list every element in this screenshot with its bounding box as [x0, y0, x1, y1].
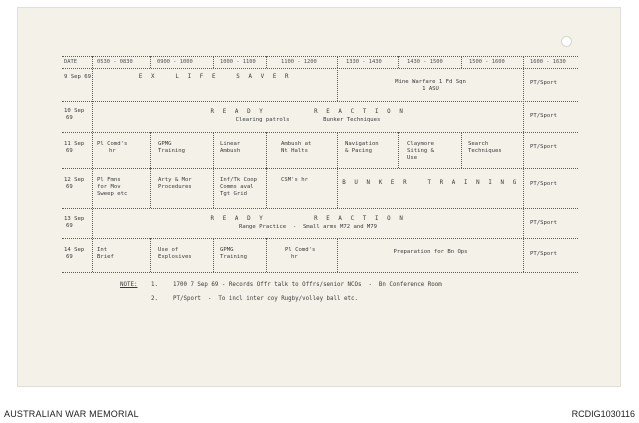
- cell-text: GPMG: [158, 141, 172, 147]
- header-time: 0530 - 0830: [97, 59, 133, 65]
- cell-text: Techniques: [468, 148, 502, 154]
- cell-divider: [150, 238, 151, 272]
- header-divider: [213, 56, 214, 68]
- cell-text: Mine Warfare 1 Fd Sqn: [395, 79, 466, 85]
- header-rule: [62, 68, 578, 69]
- row-date: 11 Sep: [64, 141, 85, 147]
- cell-text: Tgt Grid: [220, 191, 247, 197]
- row-date: 69: [66, 184, 73, 190]
- header-divider: [337, 56, 338, 68]
- header-time: 0900 - 1000: [157, 59, 193, 65]
- header-date: DATE: [64, 59, 77, 65]
- row-rule: [62, 132, 578, 133]
- header-time: 1330 - 1430: [346, 59, 382, 65]
- header-time: 1600 - 1630: [530, 59, 566, 65]
- cell-divider: [150, 168, 151, 208]
- cell-divider: [213, 168, 214, 208]
- row-rule: [62, 238, 578, 239]
- header-time: 1430 - 1500: [407, 59, 443, 65]
- note-text: 1700 7 Sep 69 - Records Offr talk to Offrs/senior NCOs - Bn Conference Room: [173, 282, 442, 288]
- cell-text: Nt Halts: [281, 148, 308, 154]
- header-time: 1100 - 1200: [281, 59, 317, 65]
- cell-text: Use: [407, 155, 418, 161]
- row-date: 13 Sep: [64, 216, 85, 222]
- row-rule: [62, 168, 578, 169]
- cell-text: Siting &: [407, 148, 434, 154]
- cell-text: 1 ASU: [422, 86, 439, 92]
- archive-source-label: AUSTRALIAN WAR MEMORIAL: [4, 409, 139, 419]
- cell-text: Ambush: [220, 148, 241, 154]
- row-rule: [62, 208, 578, 209]
- note-text: PT/Sport - To incl inter coy Rugby/volley ball etc.: [173, 296, 358, 302]
- pt-column-rule: [523, 56, 524, 272]
- cell-text: Explosives: [158, 254, 192, 260]
- ready-reaction-title: R E A D Y R E A C T I O N: [210, 216, 406, 222]
- cell-text: Linear: [220, 141, 241, 147]
- archive-reference: RCDIG1030116: [571, 409, 635, 419]
- row-date: 12 Sep: [64, 177, 85, 183]
- cell-text: Pl Comd's: [285, 247, 316, 253]
- cell-text: Use of: [158, 247, 179, 253]
- ready-reaction-title: R E A D Y R E A C T I O N: [210, 109, 406, 115]
- cell-text: for Mov: [97, 184, 121, 190]
- row-date: 14 Sep: [64, 247, 85, 253]
- row-date: 69: [66, 148, 73, 154]
- cell-text: hr: [291, 254, 298, 260]
- cell-text: Procedures: [158, 184, 192, 190]
- pt-sport: PT/Sport: [530, 220, 557, 226]
- cell-text: Range Practice - Small arms M72 and M79: [238, 224, 378, 230]
- cell-text: Ambush at: [281, 141, 312, 147]
- row-date: 10 Sep: [64, 108, 85, 114]
- row-date: 69: [66, 115, 73, 121]
- cell-text: Arty & Mor: [158, 177, 192, 183]
- punch-hole: [561, 36, 572, 47]
- pt-sport: PT/Sport: [530, 181, 557, 187]
- date-column-rule: [92, 56, 93, 272]
- exercise-title: E X L I F E S A V E R: [138, 74, 292, 80]
- cell-text: Pl Comd's: [97, 141, 128, 147]
- cell-text: Inf/Tk Coop: [220, 177, 258, 183]
- cell-text: Brief: [97, 254, 114, 260]
- cell-divider: [337, 168, 338, 208]
- cell-text: & Pacing: [345, 148, 372, 154]
- cell-divider: [213, 132, 214, 168]
- cell-text: Int: [97, 247, 108, 253]
- cell-divider: [266, 238, 267, 272]
- header-divider: [461, 56, 462, 68]
- note-number: 1.: [151, 282, 158, 288]
- row-date: 69: [66, 254, 73, 260]
- pt-sport: PT/Sport: [530, 113, 557, 119]
- cell-divider: [398, 132, 399, 168]
- pt-sport: PT/Sport: [530, 251, 557, 257]
- cell-text: GPMG: [220, 247, 234, 253]
- header-time: 1000 - 1100: [220, 59, 256, 65]
- note-number: 2.: [151, 296, 158, 302]
- cell-text: Pl Fmns: [97, 177, 121, 183]
- cell-divider: [337, 132, 338, 168]
- cell-text: hr: [109, 148, 116, 154]
- cell-text: Training: [158, 148, 185, 154]
- header-divider: [266, 56, 267, 68]
- header-time: 1500 - 1600: [469, 59, 505, 65]
- cell-text: Training: [220, 254, 247, 260]
- cell-divider: [266, 132, 267, 168]
- bunker-training-title: B U N K E R T R A I N I N G: [342, 180, 519, 186]
- row-date: 9 Sep 69: [64, 74, 91, 80]
- cell-text: Comms aval: [220, 184, 254, 190]
- cell-text: CSM's hr: [281, 177, 308, 183]
- cell-text: Clearing patrols Bunker Techniques: [235, 117, 381, 123]
- cell-divider: [213, 238, 214, 272]
- note-label: NOTE:: [120, 282, 138, 288]
- cell-divider: [266, 168, 267, 208]
- cell-text: Claymore: [407, 141, 434, 147]
- row-date: 69: [66, 223, 73, 229]
- cell-text: Sweep etc: [97, 191, 128, 197]
- row-rule: [62, 101, 578, 102]
- cell-text: Search: [468, 141, 489, 147]
- pt-sport: PT/Sport: [530, 144, 557, 150]
- cell-divider: [150, 132, 151, 168]
- table-top-rule: [62, 56, 578, 57]
- cell-text: Preparation for Bn Ops: [393, 249, 468, 255]
- header-divider: [150, 56, 151, 68]
- table-bottom-rule: [62, 272, 578, 273]
- cell-divider: [461, 132, 462, 168]
- header-divider: [398, 56, 399, 68]
- pt-sport: PT/Sport: [530, 80, 557, 86]
- cell-text: Navigation: [345, 141, 379, 147]
